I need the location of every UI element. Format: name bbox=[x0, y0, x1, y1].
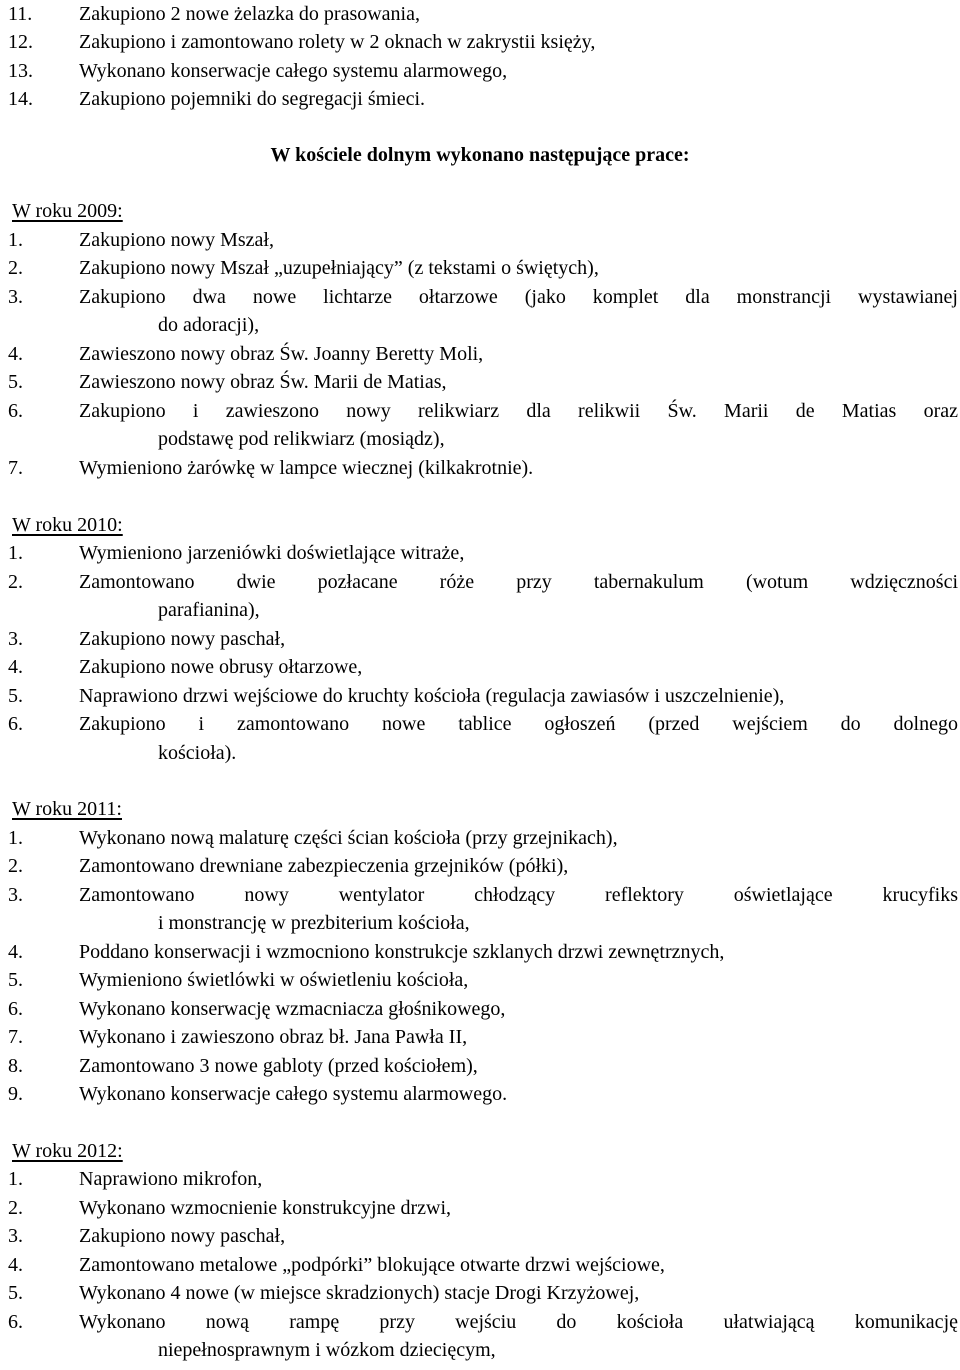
list-item-text: Wykonano i zawieszono obraz bł. Jana Pawła II, bbox=[79, 1026, 468, 1048]
section-title bbox=[0, 141, 960, 169]
list-item-number: 9. bbox=[8, 1083, 23, 1105]
list-item bbox=[0, 226, 960, 254]
list-item-text: i monstrancję w prezbiterium kościoła, bbox=[158, 912, 470, 934]
list-item bbox=[0, 1052, 960, 1080]
list-item-text: Zamontowano dwie pozłacane róże przy tabernakulum (wotum wdzięczności bbox=[79, 571, 958, 593]
list-item-text: Wykonano nową malaturę części ścian kościoła (przy grzejnikach), bbox=[79, 827, 618, 849]
list-item bbox=[0, 1279, 960, 1307]
list-item-number: 3. bbox=[8, 286, 23, 308]
list-item-continuation bbox=[79, 311, 960, 339]
list-item-text: Zakupiono i zawieszono nowy relikwiarz dla relikwii Św. Marii de Matias oraz bbox=[79, 400, 958, 422]
list-item-text: Zakupiono pojemniki do segregacji śmieci. bbox=[79, 88, 426, 110]
list-item-number: 4. bbox=[8, 1254, 23, 1276]
list-item bbox=[0, 283, 960, 311]
list-item-number: 3. bbox=[8, 1225, 23, 1247]
list-item-text: Wymieniono żarówkę w lampce wiecznej (kilkakrotnie). bbox=[79, 457, 534, 479]
list-item-text: Poddano konserwacji i wzmocniono konstrukcje szklanych drzwi zewnętrznych, bbox=[79, 941, 725, 963]
list-item-number: 6. bbox=[8, 400, 23, 422]
list-item-text: Zakupiono nowy paschał, bbox=[79, 628, 286, 650]
list-item-continuation bbox=[79, 596, 960, 624]
list-item bbox=[0, 1222, 960, 1250]
list-item-number: 6. bbox=[8, 713, 23, 735]
list-item-text: Wymieniono jarzeniówki doświetlające witraże, bbox=[79, 542, 465, 564]
list-item bbox=[0, 28, 960, 56]
list-item bbox=[0, 682, 960, 710]
list-item-number: 13. bbox=[8, 60, 33, 82]
list-item-text: Zakupiono nowy Mszał „uzupełniający” (z tekstami o świętych), bbox=[79, 257, 599, 279]
list-item-text: kościoła). bbox=[158, 742, 237, 764]
list-item bbox=[0, 539, 960, 567]
list-item bbox=[0, 710, 960, 738]
list-item bbox=[0, 1165, 960, 1193]
list-item bbox=[0, 824, 960, 852]
list-item-text: Zakupiono i zamontowano nowe tablice ogłoszeń (przed wejściem do dolnego bbox=[79, 713, 958, 735]
list-item-number: 11. bbox=[8, 3, 33, 25]
list-item-number: 1. bbox=[8, 229, 23, 251]
list-item bbox=[0, 1080, 960, 1108]
year-heading bbox=[6, 795, 960, 823]
list-item bbox=[0, 1023, 960, 1051]
list-item bbox=[0, 254, 960, 282]
list-item-number: 4. bbox=[8, 656, 23, 678]
list-item-number: 4. bbox=[8, 941, 23, 963]
list-item bbox=[0, 57, 960, 85]
list-item-text: niepełnosprawnym i wózkom dziecięcym, bbox=[158, 1339, 496, 1361]
list-item-number: 2. bbox=[8, 257, 23, 279]
list-item-continuation bbox=[79, 1336, 960, 1364]
list-item-number: 6. bbox=[8, 1311, 23, 1333]
list-item-text: Zawieszono nowy obraz Św. Marii de Matias, bbox=[79, 371, 447, 393]
list-item-number: 8. bbox=[8, 1055, 23, 1077]
list-item bbox=[0, 852, 960, 880]
list-item bbox=[0, 1308, 960, 1336]
list-item-text: Zakupiono nowy Mszał, bbox=[79, 229, 274, 251]
list-item-number: 5. bbox=[8, 685, 23, 707]
year-heading bbox=[6, 511, 960, 539]
list-item-text: Wymieniono świetlówki w oświetleniu kościoła, bbox=[79, 969, 469, 991]
list-item-number: 3. bbox=[8, 884, 23, 906]
list-item-continuation bbox=[79, 425, 960, 453]
list-item-number: 12. bbox=[8, 31, 33, 53]
list-item bbox=[0, 966, 960, 994]
list-item bbox=[0, 340, 960, 368]
year-heading-text: W roku 2010: bbox=[12, 514, 123, 536]
list-item-text: Zamontowano 3 nowe gabloty (przed kościołem), bbox=[79, 1055, 478, 1077]
list-item-number: 5. bbox=[8, 969, 23, 991]
year-heading-text: W roku 2011: bbox=[12, 798, 122, 820]
list-item bbox=[0, 938, 960, 966]
list-item-number: 7. bbox=[8, 1026, 23, 1048]
list-item-text: Wykonano konserwację wzmacniacza głośnikowego, bbox=[79, 998, 506, 1020]
list-item-text: Naprawiono mikrofon, bbox=[79, 1168, 263, 1190]
year-heading-text: W roku 2009: bbox=[12, 200, 123, 222]
section-title-text: W kościele dolnym wykonano następujące prace: bbox=[270, 144, 690, 166]
list-item-number: 5. bbox=[8, 371, 23, 393]
list-item bbox=[0, 1194, 960, 1222]
list-item-number: 14. bbox=[8, 88, 33, 110]
list-item bbox=[0, 397, 960, 425]
list-item-text: Zakupiono i zamontowano rolety w 2 oknach w zakrystii księży, bbox=[79, 31, 596, 53]
list-item-text: Zakupiono dwa nowe lichtarze ołtarzowe (jako komplet dla monstrancji wystawianej bbox=[79, 286, 958, 308]
list-item-text: podstawę pod relikwiarz (mosiądz), bbox=[158, 428, 445, 450]
list-item-text: Zakupiono nowe obrusy ołtarzowe, bbox=[79, 656, 363, 678]
list-item-continuation bbox=[79, 739, 960, 767]
year-heading bbox=[6, 197, 960, 225]
year-heading bbox=[6, 1137, 960, 1165]
list-item-number: 2. bbox=[8, 855, 23, 877]
list-item-text: Wykonano konserwacje całego systemu alarmowego, bbox=[79, 60, 508, 82]
list-item bbox=[0, 995, 960, 1023]
list-item-text: parafianina), bbox=[158, 599, 260, 621]
list-item-number: 1. bbox=[8, 827, 23, 849]
list-item-text: Zamontowano metalowe „podpórki” blokujące otwarte drzwi wejściowe, bbox=[79, 1254, 665, 1276]
list-item-text: Zakupiono nowy paschał, bbox=[79, 1225, 286, 1247]
list-item-continuation bbox=[79, 909, 960, 937]
list-item-text: Wykonano wzmocnienie konstrukcyjne drzwi, bbox=[79, 1197, 452, 1219]
list-item-number: 5. bbox=[8, 1282, 23, 1304]
list-item-text: Zakupiono 2 nowe żelazka do prasowania, bbox=[79, 3, 420, 25]
list-item bbox=[0, 625, 960, 653]
list-item-number: 2. bbox=[8, 1197, 23, 1219]
list-item-number: 4. bbox=[8, 343, 23, 365]
list-item bbox=[0, 454, 960, 482]
list-item-number: 2. bbox=[8, 571, 23, 593]
list-item-text: Zawieszono nowy obraz Św. Joanny Beretty Moli, bbox=[79, 343, 484, 365]
list-item-text: Wykonano 4 nowe (w miejsce skradzionych) stacje Drogi Krzyżowej, bbox=[79, 1282, 640, 1304]
list-item-text: Wykonano konserwacje całego systemu alarmowego. bbox=[79, 1083, 508, 1105]
list-item bbox=[0, 568, 960, 596]
list-item-text: do adoracji), bbox=[158, 314, 260, 336]
list-item bbox=[0, 0, 960, 28]
list-item-number: 7. bbox=[8, 457, 23, 479]
list-item bbox=[0, 85, 960, 113]
list-item-number: 3. bbox=[8, 628, 23, 650]
list-item-text: Naprawiono drzwi wejściowe do kruchty kościoła (regulacja zawiasów i uszczelnienie), bbox=[79, 685, 785, 707]
list-item bbox=[0, 1251, 960, 1279]
list-item-text: Zamontowano drewniane zabezpieczenia grzejników (półki), bbox=[79, 855, 569, 877]
list-item-number: 6. bbox=[8, 998, 23, 1020]
year-heading-text: W roku 2012: bbox=[12, 1140, 123, 1162]
list-item bbox=[0, 368, 960, 396]
list-item bbox=[0, 653, 960, 681]
list-item-number: 1. bbox=[8, 1168, 23, 1190]
list-item-text: Wykonano nową rampę przy wejściu do kościoła ułatwiającą komunikację bbox=[79, 1311, 958, 1333]
list-item bbox=[0, 881, 960, 909]
list-item-number: 1. bbox=[8, 542, 23, 564]
list-item-text: Zamontowano nowy wentylator chłodzący reflektory oświetlające krucyfiks bbox=[79, 884, 958, 906]
